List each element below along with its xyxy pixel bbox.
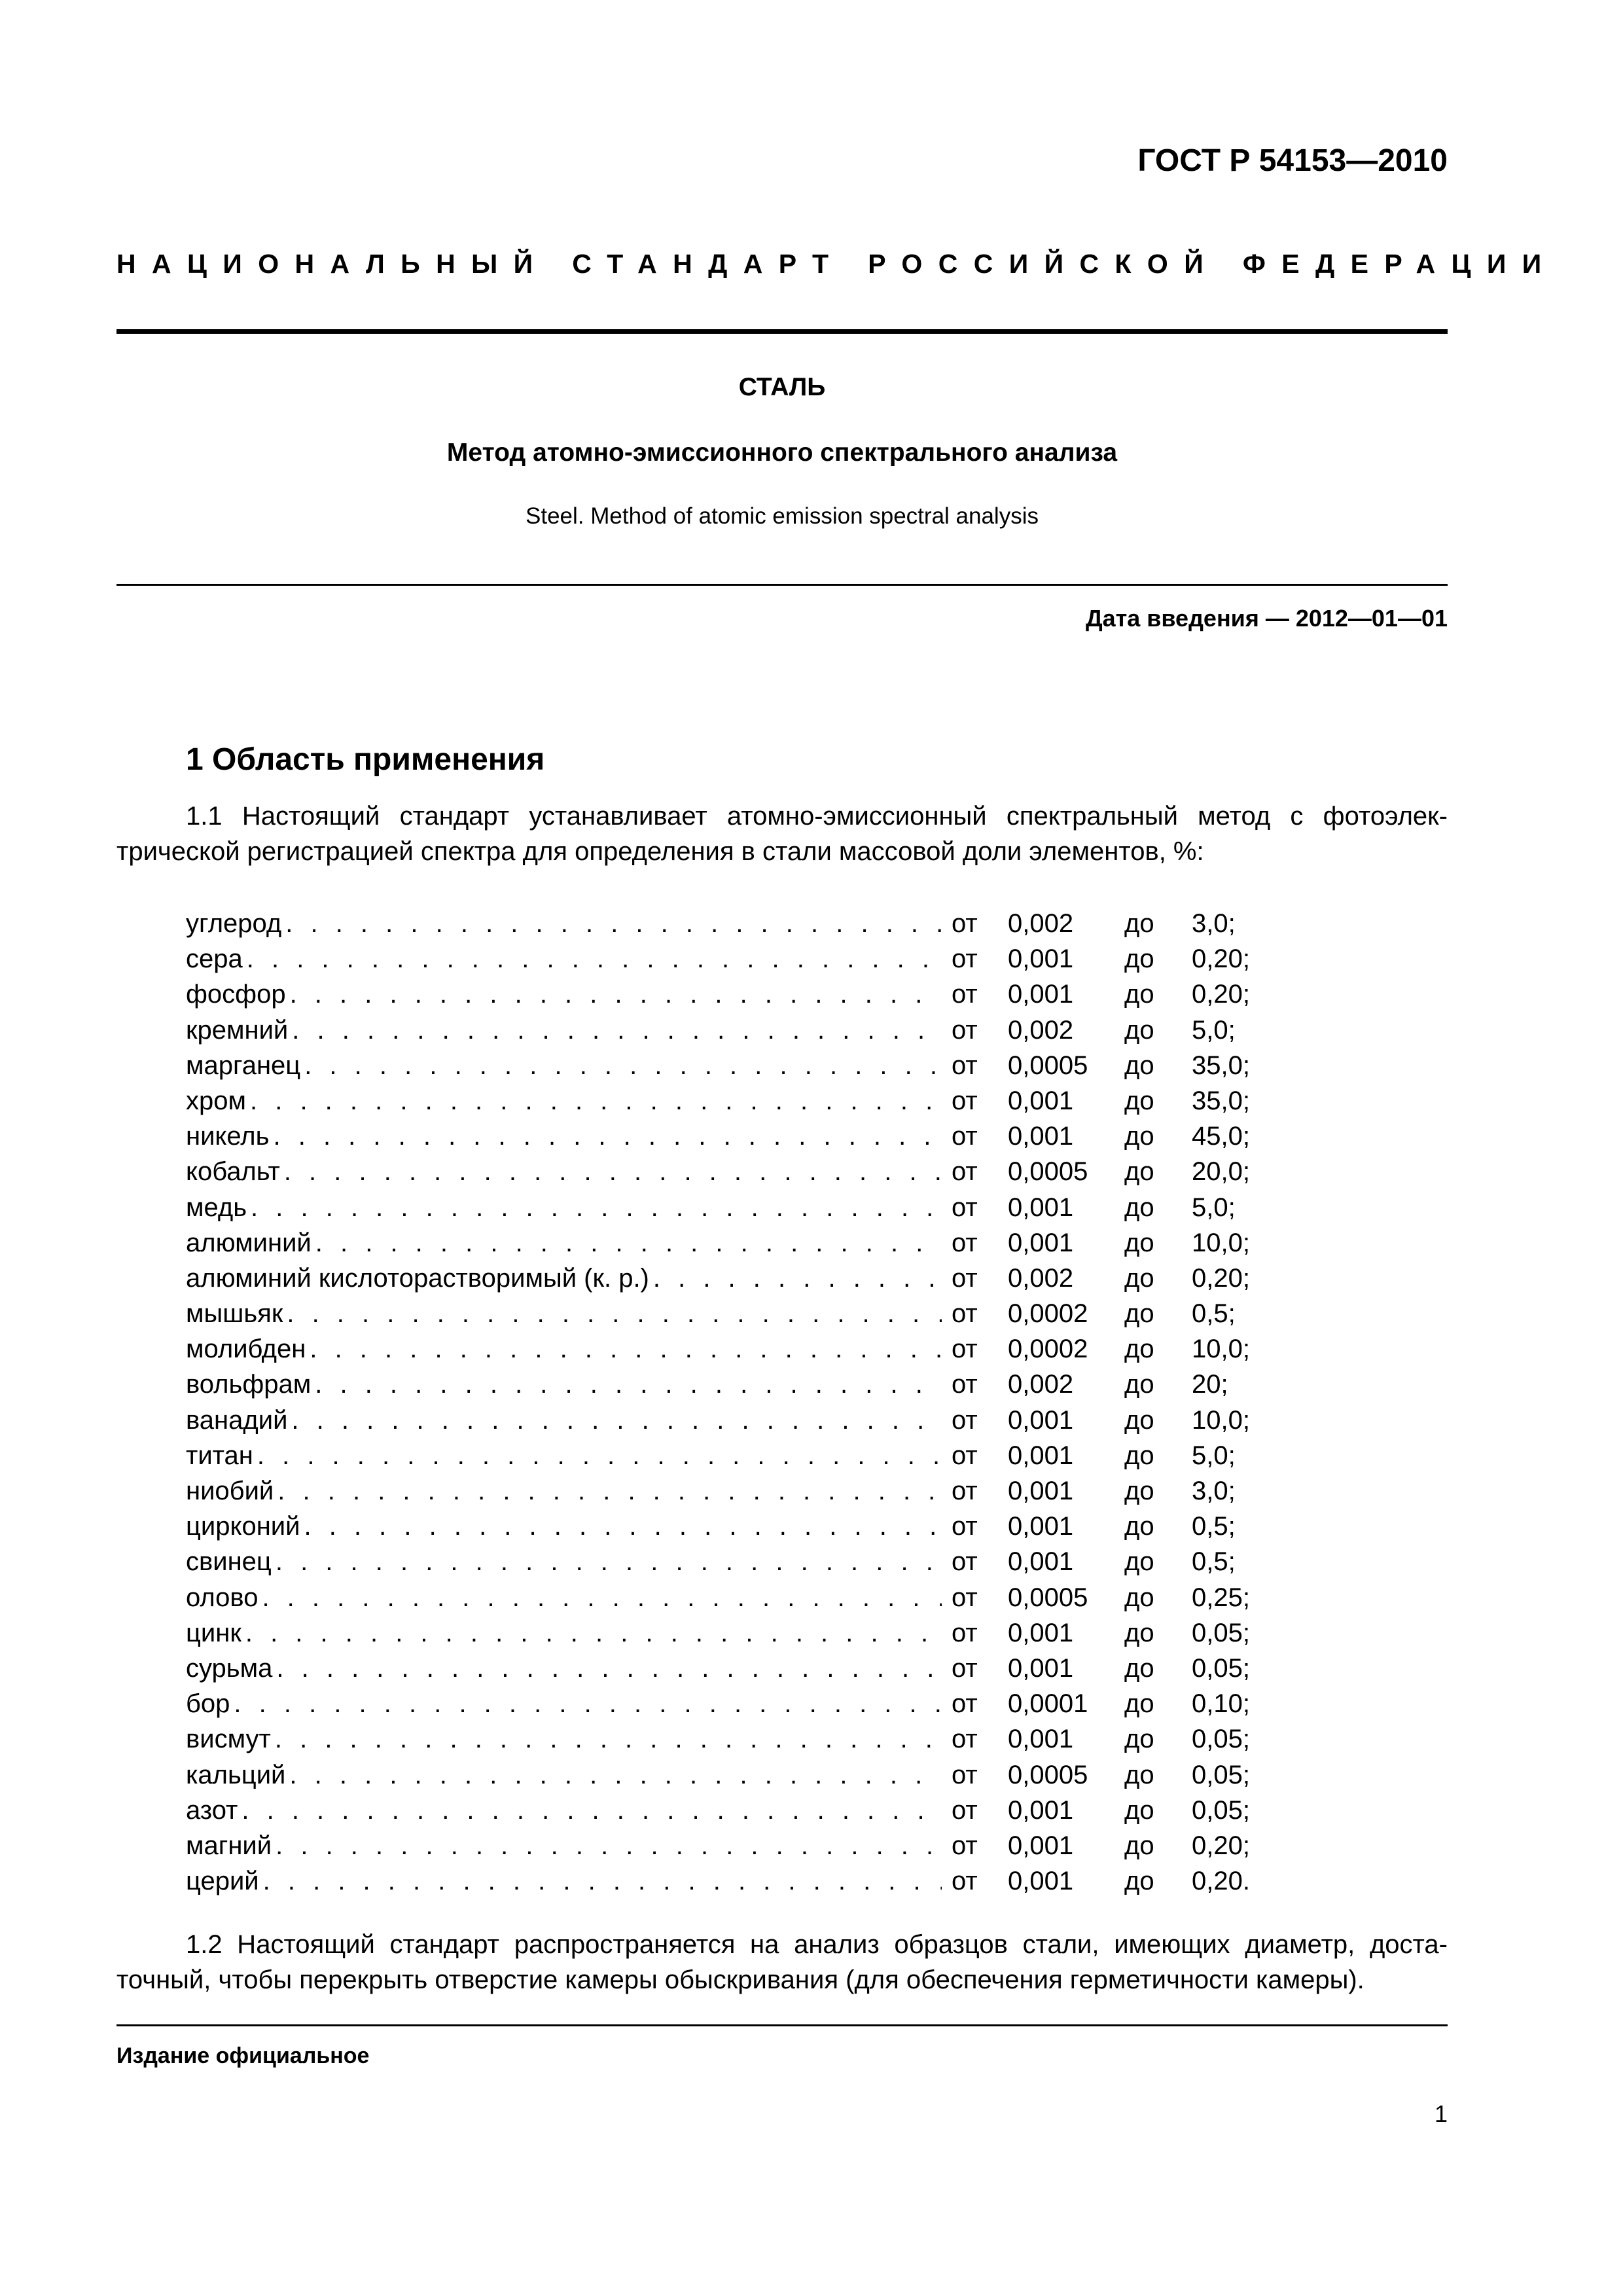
range-from-label: от	[952, 944, 978, 974]
range-to-label: до	[1124, 1583, 1154, 1612]
element-name: мышьяк	[186, 1299, 283, 1329]
edition-note: Издание официальное	[116, 2043, 370, 2068]
range-to-label: до	[1124, 1795, 1154, 1825]
range-max-value: 0,05;	[1192, 1618, 1250, 1647]
element-leader	[186, 941, 942, 977]
list-item	[186, 1651, 1259, 1686]
range-to-label: до	[1124, 1512, 1154, 1541]
dot-leader	[272, 1651, 942, 1686]
range-to-label: до	[1124, 1050, 1154, 1080]
dot-leader	[243, 941, 942, 977]
dot-leader	[312, 1225, 942, 1261]
range-max-value: 0,05;	[1192, 1760, 1250, 1789]
range-from-label: от	[952, 1512, 978, 1541]
list-item	[186, 1083, 1259, 1119]
range-from-label: от	[952, 1795, 978, 1825]
element-range-list	[186, 906, 1259, 1899]
dot-leader	[288, 1013, 942, 1048]
range-min-value: 0,002	[1008, 909, 1074, 938]
range-min-value: 0,001	[1008, 1086, 1074, 1115]
element-name: олово	[186, 1583, 259, 1612]
range-min-value: 0,001	[1008, 1831, 1074, 1860]
dot-leader	[238, 1793, 942, 1828]
dot-leader	[649, 1261, 942, 1296]
range-min-value: 0,001	[1008, 1653, 1074, 1683]
range-from-label: от	[952, 1618, 978, 1647]
range-max-value: 35,0;	[1192, 1086, 1250, 1115]
range-min-value: 0,001	[1008, 1795, 1074, 1825]
document-number: ГОСТ Р 54153—2010	[1137, 143, 1448, 178]
dot-leader	[253, 1438, 942, 1473]
range-to-label: до	[1124, 1689, 1154, 1719]
range-from-label: от	[952, 1689, 978, 1719]
range-to-label: до	[1124, 1015, 1154, 1045]
element-name: сера	[186, 944, 243, 974]
element-name: ниобий	[186, 1477, 274, 1505]
range-to-label: до	[1124, 1441, 1154, 1470]
range-max-value: 5,0;	[1192, 1015, 1236, 1045]
element-leader	[186, 1615, 942, 1651]
element-leader	[186, 1509, 942, 1544]
range-min-value: 0,001	[1008, 1122, 1074, 1151]
range-from-label: от	[952, 909, 978, 938]
element-name: висмут	[186, 1725, 271, 1754]
range-min-value: 0,002	[1008, 1370, 1074, 1399]
dot-leader	[241, 1615, 942, 1651]
dot-leader	[311, 1367, 942, 1402]
dot-leader	[306, 1331, 942, 1367]
range-min-value: 0,001	[1008, 1228, 1074, 1257]
element-name: свинец	[186, 1547, 272, 1577]
element-name: бор	[186, 1689, 230, 1719]
element-name: вольфрам	[186, 1370, 312, 1399]
range-max-value: 20;	[1192, 1370, 1228, 1399]
range-to-label: до	[1124, 1760, 1154, 1789]
range-max-value: 5,0;	[1192, 1193, 1236, 1222]
list-item	[186, 1509, 1259, 1544]
element-name: кальций	[186, 1760, 286, 1789]
element-name: церий	[186, 1867, 259, 1896]
range-from-label: от	[952, 1547, 978, 1577]
element-name: азот	[186, 1795, 238, 1825]
range-min-value: 0,0002	[1008, 1335, 1088, 1364]
range-from-label: от	[952, 1086, 978, 1115]
range-from-label: от	[952, 1157, 978, 1187]
element-leader	[186, 1331, 942, 1367]
element-name: титан	[186, 1441, 253, 1470]
paragraph-1-1-text: 1.1 Настоящий стандарт устанавливает атомно-эмиссионный спектральный метод с фотоэлек-трической регистрацией спектра для определения в стали массовой доли элементов, %:	[116, 802, 1448, 866]
range-min-value: 0,002	[1008, 1263, 1074, 1293]
list-item	[186, 1154, 1259, 1189]
dot-leader	[287, 1403, 942, 1438]
list-item	[186, 1261, 1259, 1296]
element-name: фосфор	[186, 980, 286, 1009]
range-min-value: 0,001	[1008, 1441, 1074, 1470]
element-leader	[186, 1686, 942, 1721]
section-heading: 1 Область применения	[186, 742, 545, 777]
range-min-value: 0,001	[1008, 1512, 1074, 1541]
range-min-value: 0,0005	[1008, 1760, 1088, 1789]
range-min-value: 0,001	[1008, 1405, 1074, 1435]
dot-leader	[258, 1580, 942, 1615]
list-item	[186, 1296, 1259, 1331]
top-divider	[116, 329, 1448, 334]
range-from-label: от	[952, 1015, 978, 1045]
range-max-value: 0,25;	[1192, 1583, 1250, 1612]
range-from-label: от	[952, 1831, 978, 1860]
dot-leader	[281, 906, 942, 941]
element-leader	[186, 1544, 942, 1579]
range-min-value: 0,0005	[1008, 1157, 1088, 1187]
element-name: алюминий кислоторастворимый (к. р.)	[186, 1263, 649, 1293]
range-max-value: 10,0;	[1192, 1335, 1250, 1364]
range-to-label: до	[1124, 1193, 1154, 1222]
range-from-label: от	[952, 1335, 978, 1364]
range-min-value: 0,001	[1008, 1193, 1074, 1222]
range-from-label: от	[952, 1653, 978, 1683]
range-max-value: 0,20;	[1192, 1263, 1250, 1293]
element-leader	[186, 1828, 942, 1863]
element-name: ванадий	[186, 1405, 288, 1435]
range-max-value: 0,20;	[1192, 944, 1250, 974]
range-min-value: 0,001	[1008, 1618, 1074, 1647]
element-leader	[186, 1863, 942, 1899]
list-item	[186, 1013, 1259, 1048]
range-to-label: до	[1124, 1228, 1154, 1257]
list-item	[186, 1544, 1259, 1579]
dot-leader	[246, 1083, 942, 1119]
range-max-value: 5,0;	[1192, 1441, 1236, 1470]
element-name: марганец	[186, 1050, 301, 1080]
range-to-label: до	[1124, 1157, 1154, 1187]
range-from-label: от	[952, 1122, 978, 1151]
list-item	[186, 1615, 1259, 1651]
dot-leader	[286, 977, 942, 1012]
paragraph-1-2-text: 1.2 Настоящий стандарт распространяется на анализ образцов стали, имеющих диаметр, доста-точный, чтобы перекрыть отверстие камеры обыскривания (для обеспечения герметичности камеры).	[116, 1930, 1448, 1994]
list-item	[186, 1367, 1259, 1402]
list-item	[186, 906, 1259, 941]
range-to-label: до	[1124, 1299, 1154, 1329]
dot-leader	[269, 1119, 942, 1154]
range-to-label: до	[1124, 1405, 1154, 1435]
range-from-label: от	[952, 1441, 978, 1470]
range-min-value: 0,001	[1008, 1477, 1074, 1505]
list-item	[186, 1403, 1259, 1438]
element-name: магний	[186, 1831, 272, 1860]
range-to-label: до	[1124, 1618, 1154, 1647]
list-item	[186, 1793, 1259, 1828]
element-leader	[186, 1580, 942, 1615]
range-from-label: от	[952, 1760, 978, 1789]
range-max-value: 3,0;	[1192, 1477, 1236, 1505]
range-to-label: до	[1124, 909, 1154, 938]
range-max-value: 0,5;	[1192, 1299, 1236, 1329]
element-leader	[186, 1757, 942, 1793]
dot-leader	[230, 1686, 942, 1721]
element-leader	[186, 1190, 942, 1225]
paragraph-1-1	[116, 798, 1448, 869]
dot-leader	[272, 1544, 942, 1579]
range-from-label: от	[952, 1405, 978, 1435]
range-to-label: до	[1124, 1263, 1154, 1293]
list-item	[186, 1828, 1259, 1863]
element-leader	[186, 1367, 942, 1402]
range-from-label: от	[952, 1477, 978, 1505]
range-max-value: 0,05;	[1192, 1795, 1250, 1825]
range-to-label: до	[1124, 1653, 1154, 1683]
english-title: Steel. Method of atomic emission spectral analysis	[526, 503, 1039, 529]
range-from-label: от	[952, 1263, 978, 1293]
element-name: кобальт	[186, 1157, 280, 1187]
list-item	[186, 1473, 1259, 1509]
range-max-value: 20,0;	[1192, 1157, 1250, 1187]
document-title: СТАЛЬ	[738, 373, 826, 401]
element-leader	[186, 1261, 942, 1296]
element-leader	[186, 1013, 942, 1048]
element-name: углерод	[186, 909, 282, 938]
range-from-label: от	[952, 980, 978, 1009]
dot-leader	[285, 1757, 942, 1793]
element-leader	[186, 1403, 942, 1438]
range-to-label: до	[1124, 1725, 1154, 1754]
range-to-label: до	[1124, 980, 1154, 1009]
dot-leader	[247, 1190, 942, 1225]
range-from-label: от	[952, 1370, 978, 1399]
introduction-date: Дата введения — 2012—01—01	[1085, 605, 1448, 632]
element-leader	[186, 1438, 942, 1473]
element-name: цинк	[186, 1618, 241, 1647]
range-min-value: 0,0002	[1008, 1299, 1088, 1329]
list-item	[186, 1757, 1259, 1793]
range-max-value: 0,5;	[1192, 1512, 1236, 1541]
range-to-label: до	[1124, 1086, 1154, 1115]
range-min-value: 0,002	[1008, 1015, 1074, 1045]
list-item	[186, 977, 1259, 1012]
range-from-label: от	[952, 1228, 978, 1257]
range-to-label: до	[1124, 944, 1154, 974]
range-min-value: 0,0001	[1008, 1689, 1088, 1719]
range-to-label: до	[1124, 1867, 1154, 1896]
dot-leader	[274, 1473, 942, 1509]
element-leader	[186, 1119, 942, 1154]
range-to-label: до	[1124, 1370, 1154, 1399]
range-to-label: до	[1124, 1547, 1154, 1577]
range-from-label: от	[952, 1725, 978, 1754]
list-item	[186, 1331, 1259, 1367]
list-item	[186, 1225, 1259, 1261]
footer-divider	[116, 2024, 1448, 2026]
element-name: молибден	[186, 1335, 306, 1364]
range-max-value: 10,0;	[1192, 1405, 1250, 1435]
range-max-value: 3,0;	[1192, 909, 1236, 938]
range-min-value: 0,001	[1008, 1547, 1074, 1577]
element-leader	[186, 1225, 942, 1261]
range-min-value: 0,001	[1008, 1725, 1074, 1754]
range-to-label: до	[1124, 1831, 1154, 1860]
range-min-value: 0,0005	[1008, 1583, 1088, 1612]
range-max-value: 35,0;	[1192, 1050, 1250, 1080]
range-min-value: 0,001	[1008, 944, 1074, 974]
element-leader	[186, 1721, 942, 1757]
range-max-value: 0,20.	[1192, 1867, 1250, 1896]
dot-leader	[272, 1828, 942, 1863]
dot-leader	[300, 1509, 942, 1544]
element-leader	[186, 1154, 942, 1189]
range-from-label: от	[952, 1050, 978, 1080]
element-name: сурьма	[186, 1653, 273, 1683]
range-max-value: 0,20;	[1192, 1831, 1250, 1860]
list-item	[186, 941, 1259, 977]
range-max-value: 0,5;	[1192, 1547, 1236, 1577]
range-max-value: 0,10;	[1192, 1689, 1250, 1719]
range-to-label: до	[1124, 1477, 1154, 1505]
range-max-value: 0,05;	[1192, 1725, 1250, 1754]
list-item	[186, 1119, 1259, 1154]
element-leader	[186, 1793, 942, 1828]
list-item	[186, 1686, 1259, 1721]
range-min-value: 0,001	[1008, 980, 1074, 1009]
page-number: 1	[1434, 2100, 1448, 2127]
list-item	[186, 1048, 1259, 1083]
document-subtitle: Метод атомно-эмиссионного спектрального анализа	[446, 439, 1118, 467]
list-item	[186, 1721, 1259, 1757]
element-leader	[186, 1048, 942, 1083]
element-leader	[186, 1083, 942, 1119]
range-max-value: 45,0;	[1192, 1122, 1250, 1151]
range-from-label: от	[952, 1583, 978, 1612]
element-name: кремний	[186, 1015, 289, 1045]
element-name: хром	[186, 1086, 246, 1115]
element-leader	[186, 906, 942, 941]
range-from-label: от	[952, 1193, 978, 1222]
element-name: медь	[186, 1193, 247, 1222]
range-from-label: от	[952, 1867, 978, 1896]
list-item	[186, 1190, 1259, 1225]
dot-leader	[300, 1048, 942, 1083]
dot-leader	[259, 1863, 942, 1899]
range-max-value: 10,0;	[1192, 1228, 1250, 1257]
range-max-value: 0,20;	[1192, 980, 1250, 1009]
list-item	[186, 1580, 1259, 1615]
national-standard-heading: НАЦИОНАЛЬНЫЙ СТАНДАРТ РОССИЙСКОЙ ФЕДЕРАЦИИ	[116, 249, 1558, 279]
range-max-value: 0,05;	[1192, 1653, 1250, 1683]
dot-leader	[280, 1154, 942, 1189]
list-item	[186, 1438, 1259, 1473]
element-leader	[186, 1651, 942, 1686]
element-name: алюминий	[186, 1228, 312, 1257]
range-from-label: от	[952, 1299, 978, 1329]
title-divider	[116, 584, 1448, 586]
range-to-label: до	[1124, 1335, 1154, 1364]
dot-leader	[283, 1296, 942, 1331]
dot-leader	[271, 1721, 942, 1757]
list-item	[186, 1863, 1259, 1899]
element-leader	[186, 977, 942, 1012]
range-min-value: 0,0005	[1008, 1050, 1088, 1080]
range-min-value: 0,001	[1008, 1867, 1074, 1896]
paragraph-1-2	[116, 1927, 1448, 1998]
element-leader	[186, 1473, 942, 1509]
element-name: цирконий	[186, 1512, 300, 1541]
range-to-label: до	[1124, 1122, 1154, 1151]
element-leader	[186, 1296, 942, 1331]
element-name: никель	[186, 1122, 270, 1151]
